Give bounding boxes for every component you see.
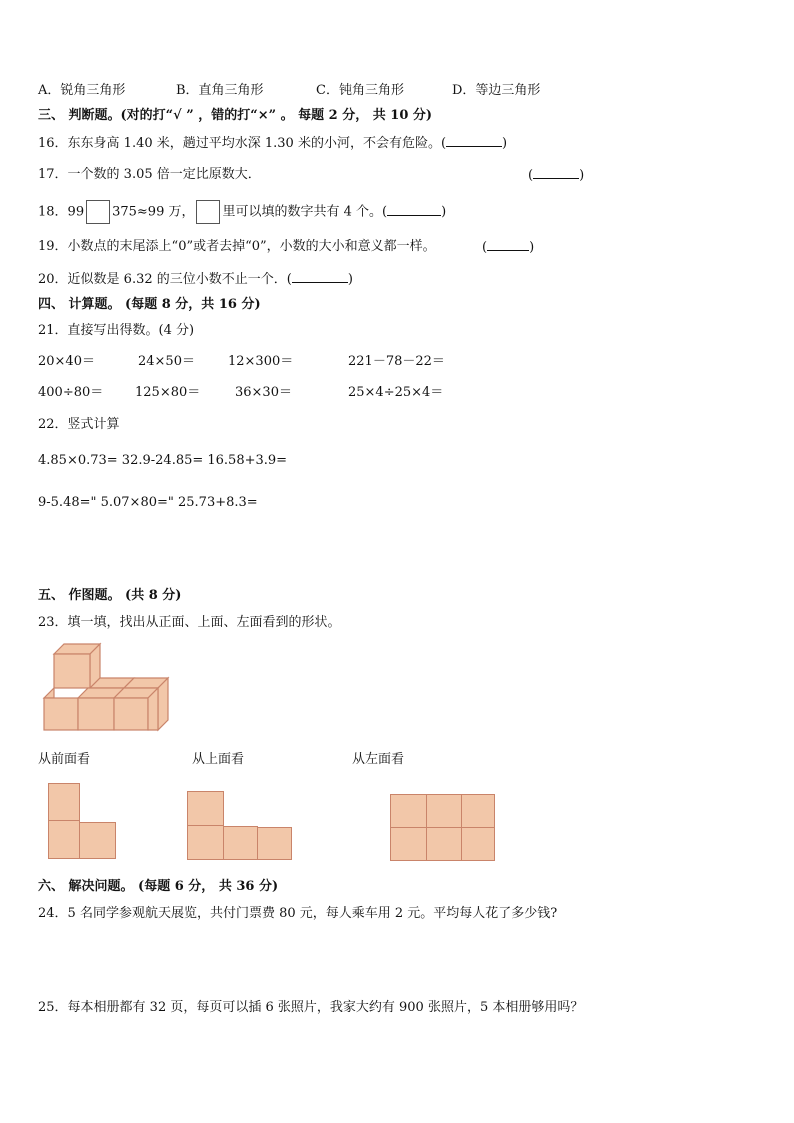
answer-blank[interactable] bbox=[487, 238, 529, 251]
square bbox=[390, 827, 427, 861]
square bbox=[426, 827, 462, 861]
q24: 24．5 名同学参观航天展览，共付门票费 80 元，每人乘车用 2 元。平均每人花了多少钱? bbox=[38, 906, 558, 921]
q16: 16．东东身高 1.40 米，趟过平均水深 1.30 米的小河，不会有危险。( ) bbox=[38, 136, 508, 151]
square bbox=[257, 827, 292, 860]
square bbox=[390, 794, 427, 828]
square bbox=[461, 827, 495, 861]
square bbox=[426, 794, 462, 828]
section4-heading: 四、 计算题。 (每题 8 分，共 16 分) bbox=[38, 297, 261, 312]
digit-box[interactable] bbox=[196, 200, 220, 224]
q25: 25．每本相册都有 32 页，每页可以插 6 张照片，我家大约有 900 张照片，5 本相册够用吗？ bbox=[38, 1000, 584, 1015]
option-c: C．钝角三角形 bbox=[316, 83, 404, 98]
q15-options bbox=[38, 82, 541, 100]
section5-heading: 五、 作图题。 (共 8 分) bbox=[38, 588, 182, 603]
calc-row-2: 400÷80＝ 125×80＝ 36×30＝ 25×4÷25×4＝ bbox=[38, 385, 444, 400]
option-b: B．直角三角形 bbox=[176, 83, 264, 98]
q20: 20．近似数是 6.32 的三位小数不止一个．( ) bbox=[38, 272, 353, 287]
square bbox=[48, 820, 80, 859]
option-a: A．锐角三角形 bbox=[38, 83, 126, 98]
option-d: D．等边三角形 bbox=[452, 83, 541, 98]
cube-stack-figure bbox=[40, 642, 175, 734]
vertical-calc-2: 9-5.48=" 5.07×80=" 25.73+8.3= bbox=[38, 495, 258, 510]
square bbox=[461, 794, 495, 828]
answer-blank[interactable] bbox=[446, 134, 502, 147]
answer-blank[interactable] bbox=[533, 166, 579, 179]
square bbox=[187, 791, 224, 826]
answer-blank[interactable] bbox=[292, 270, 348, 283]
q18: 18．99 375≈99 万， 里可以填的数字共有 4 个。( ) bbox=[38, 200, 446, 224]
q23: 23．填一填，找出从正面、上面、左面看到的形状。 bbox=[38, 615, 341, 630]
q21: 21．直接写出得数。(4 分) bbox=[38, 323, 195, 338]
answer-blank[interactable] bbox=[387, 203, 441, 216]
square bbox=[79, 822, 116, 859]
view-label-top: 从上面看 bbox=[192, 752, 245, 767]
square bbox=[187, 825, 224, 860]
q19: 19．小数点的末尾添上“0”或者去掉“0”，小数的大小和意义都一样。 bbox=[38, 239, 436, 254]
vertical-calc-1: 4.85×0.73= 32.9-24.85= 16.58+3.9= bbox=[38, 453, 288, 468]
calc-row-1: 20×40＝ 24×50＝ 12×300＝ 221－78－22＝ bbox=[38, 354, 445, 369]
q22: 22．竖式计算 bbox=[38, 417, 120, 432]
section3-heading: 三、 判断题。(对的打“√ ” ，错的打“×” 。 每题 2 分， 共 10 分) bbox=[38, 108, 433, 123]
square bbox=[223, 826, 258, 860]
view-label-front: 从前面看 bbox=[38, 752, 91, 767]
q17: 17．一个数的 3.05 倍一定比原数大． bbox=[38, 167, 261, 182]
digit-box[interactable] bbox=[86, 200, 110, 224]
view-label-left: 从左面看 bbox=[352, 752, 405, 767]
q17-answer: ( ) bbox=[528, 168, 585, 183]
square bbox=[48, 783, 80, 821]
section6-heading: 六、 解决问题。 (每题 6 分， 共 36 分) bbox=[38, 879, 279, 894]
q19-answer: ( ) bbox=[482, 240, 535, 255]
